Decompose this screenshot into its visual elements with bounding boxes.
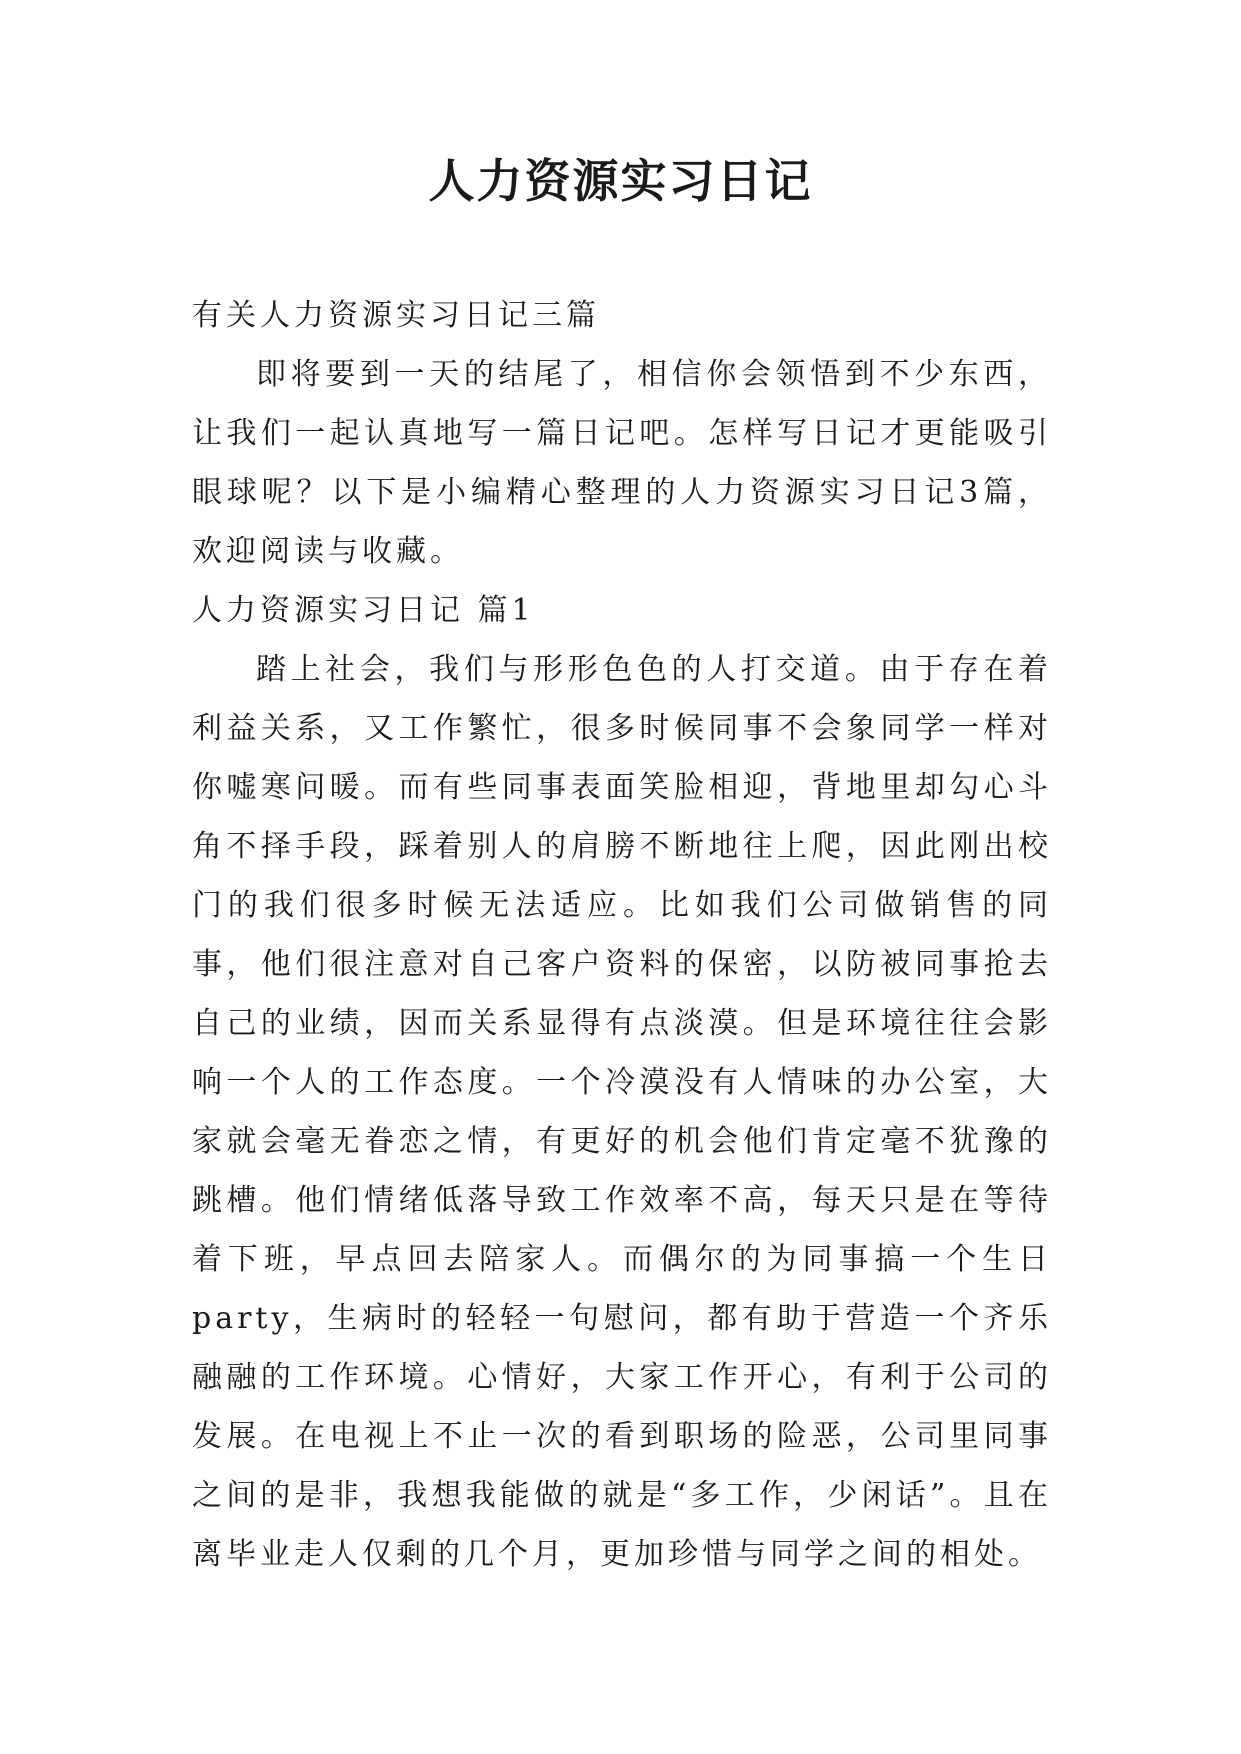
subtitle: 有关人力资源实习日记三篇 bbox=[192, 298, 600, 333]
section-heading: 人力资源实习日记 篇1 bbox=[192, 593, 535, 628]
intro-paragraph: 即将要到一天的结尾了，相信你会领悟到不少东西，让我们一起认真地写一篇日记吧。怎样写日记才更能吸引眼球呢？以下是小编精心整理的人力资源实习日记3篇，欢迎阅读与收藏。 bbox=[192, 357, 1052, 569]
section-paragraph: 踏上社会，我们与形形色色的人打交道。由于存在着利益关系，又工作繁忙，很多时候同事不会象同学一样对你嘘寒问暖。而有些同事表面笑脸相迎，背地里却勾心斗角不择手段，踩着别人的肩膀不断地往上爬，因此刚出校门的我们很多时候无法适应。比如我们公司做销售的同事，他们很注意对自己客户资料的保密，以防被同事抢去自己的业绩，因而关系显得有点淡漠。但是环境往往会影响一个人的工作态度。一个冷漠没有人情味的办公室，大家就会毫无眷恋之情，有更好的机会他们肯定毫不犹豫的跳槽。他们情绪低落导致工作效率不高，每天只是在等待着下班，早点回去陪家人。而偶尔的为同事搞一个生日party，生病时的轻轻一句慰问，都有助于营造一个齐乐融融的工作环境。心情好，大家工作开心，有利于公司的发展。在电视上不止一次的看到职场的险恶，公司里同事之间的是非，我想我能做的就是“多工作，少闲话”。且在离毕业走人仅剩的几个月，更加珍惜与同学之间的相处。 bbox=[192, 652, 1052, 1572]
page-title: 人力资源实习日记 bbox=[428, 154, 813, 208]
document-body bbox=[192, 286, 1052, 1584]
